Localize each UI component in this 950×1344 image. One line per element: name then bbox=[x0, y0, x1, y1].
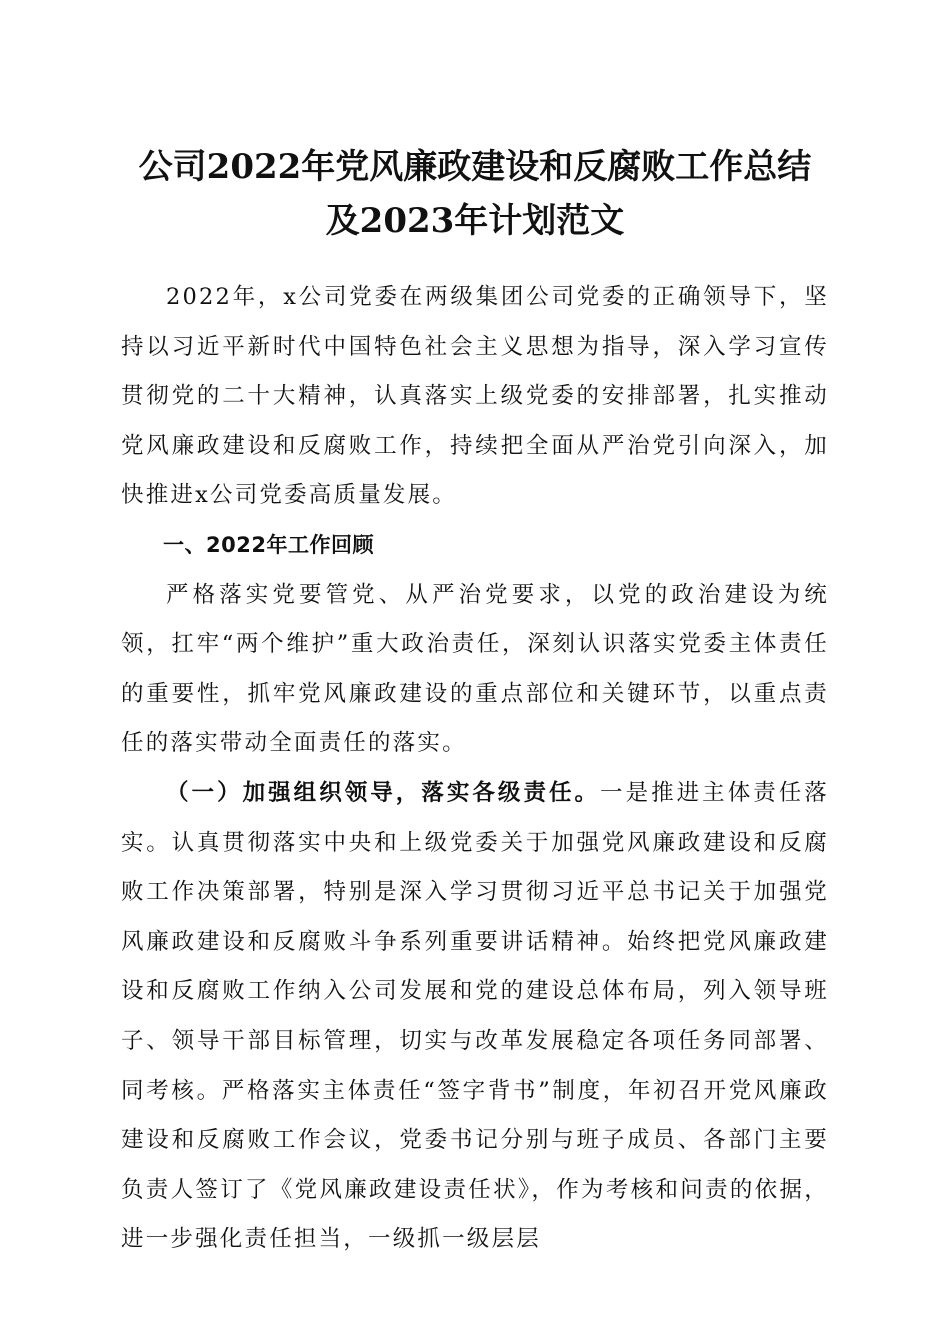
title-line-1: 公司2022年党风廉政建设和反腐败工作总结 bbox=[138, 147, 812, 187]
subsection-paragraph bbox=[121, 769, 829, 1265]
section-heading: 一、2022年工作回顾 bbox=[163, 532, 374, 557]
section-paragraph: 严格落实党要管党、从严治党要求，以党的政治建设为统领，扛牢“两个维护”重大政治责任，深刻认识落实党委主体责任的重要性，抓牢党风廉政建设的重点部位和关键环节，以重点责任的落实带动全面责任的落实。 bbox=[121, 581, 829, 757]
intro-paragraph: 2022年，x公司党委在两级集团公司党委的正确领导下，坚持以习近平新时代中国特色社会主义思想为指导，深入学习宣传贯彻党的二十大精神，认真落实上级党委的安排部署，扎实推动党风廉政建设和反腐败工作，持续把全面从严治党引向深入，加快推进x公司党委高质量发展。 bbox=[121, 284, 829, 509]
title-line-2: 及2023年计划范文 bbox=[325, 201, 625, 241]
subsection-text: 一是推进主体责任落实。认真贯彻落实中央和上级党委关于加强党风廉政建设和反腐败工作决策部署，特别是深入学习贯彻习近平总书记关于加强党风廉政建设和反腐败斗争系列重要讲话精神。始终把党风廉政建设和反腐败工作纳入公司发展和党的建设总体布局，列入领导班子、领导干部目标管理，切实与改革发展稳定各项任务同部署、同考核。严格落实主体责任“签字背书”制度，年初召开党风廉政建设和反腐败工作会议，党委书记分别与班子成员、各部门主要负责人签订了《党风廉政建设责任状》，作为考核和问责的依据，进一步强化责任担当，一级抓一级层层 bbox=[121, 779, 829, 1253]
subsection-heading: （一）加强组织领导，落实各级责任。 bbox=[166, 779, 601, 806]
document-body bbox=[121, 273, 829, 1265]
document-title bbox=[100, 140, 850, 248]
